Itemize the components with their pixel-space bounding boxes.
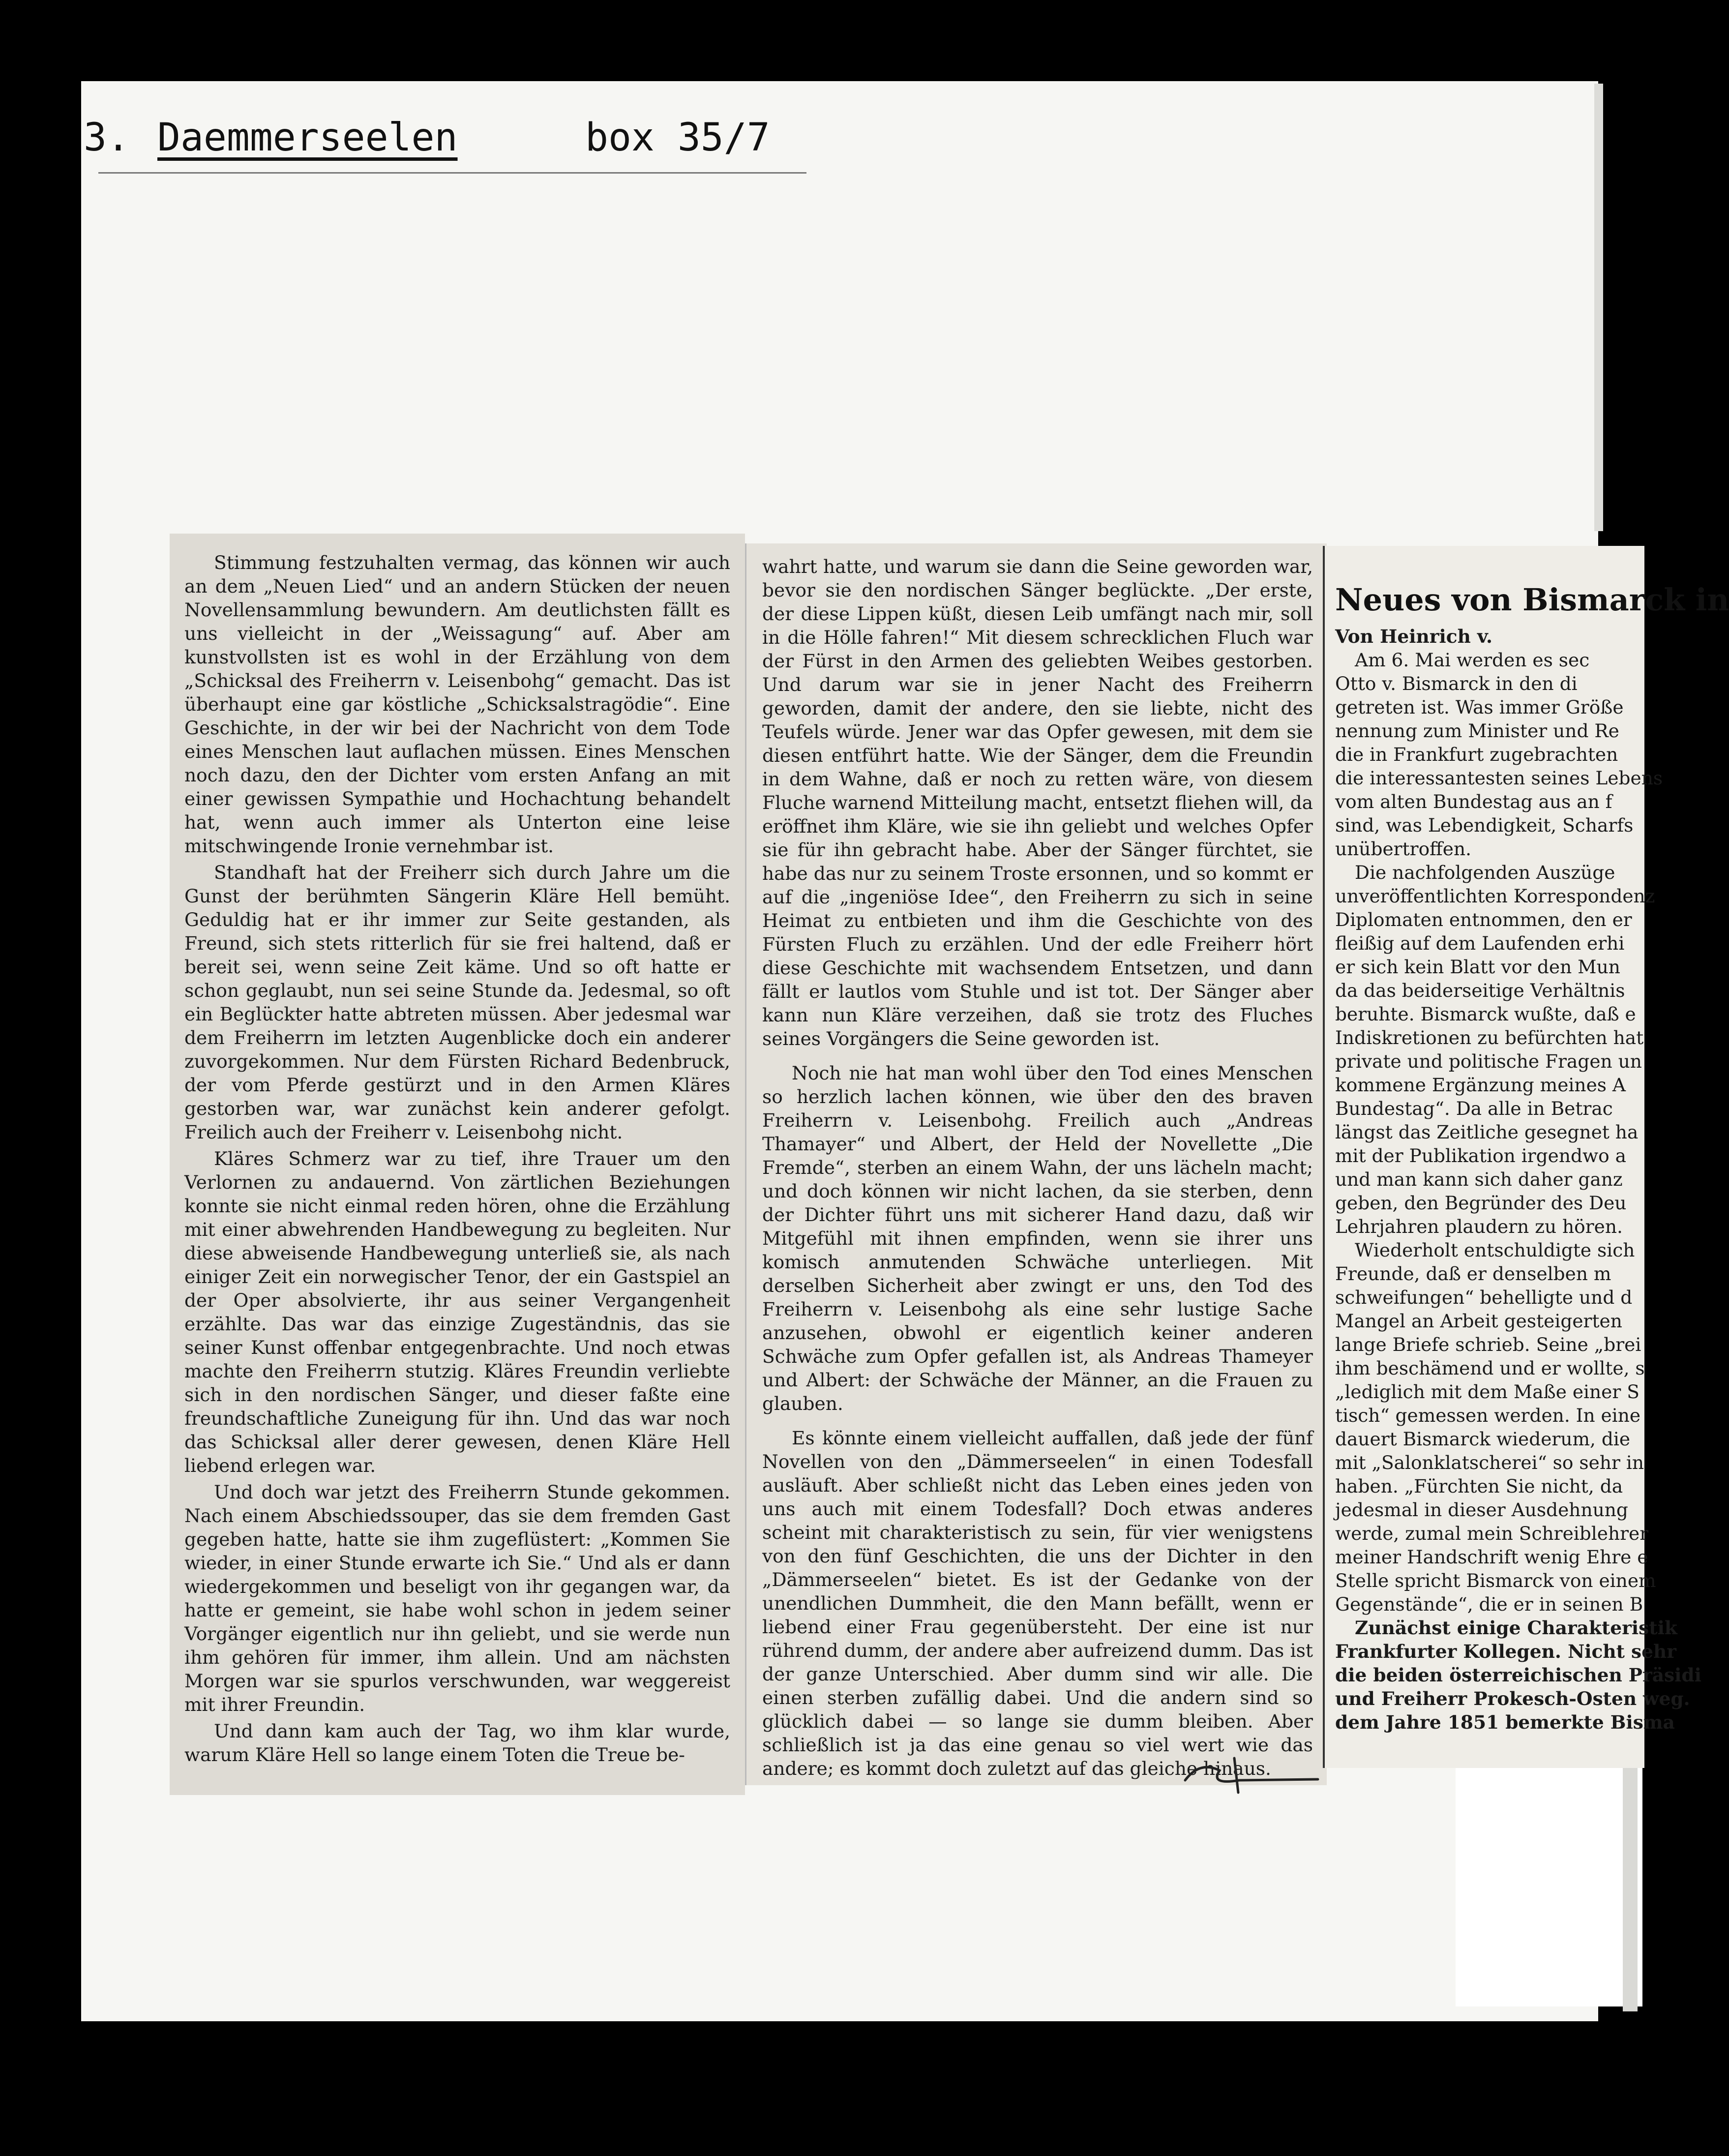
label-number: 3. [84, 116, 130, 160]
text-line: Lehrjahren plaudern zu hören. [1335, 1216, 1623, 1237]
text-line: Am 6. Mai werden es sec [1355, 649, 1590, 671]
text-line: geben, den Begründer des Deu [1335, 1192, 1627, 1214]
text-line: Frankfurter Kollegen. Nicht sehr [1335, 1641, 1676, 1662]
text-line: und man kann sich daher ganz [1335, 1168, 1623, 1190]
article-column-3 [1335, 580, 1729, 1761]
text-line: die in Frankfurt zugebrachten [1335, 744, 1618, 765]
text-line: tisch“ gemessen werden. In eine [1335, 1405, 1641, 1426]
text-line: er sich kein Blatt vor den Mun [1335, 956, 1620, 978]
text-line: Otto v. Bismarck in den di [1335, 673, 1578, 694]
text-line: haben. „Fürchten Sie nicht, da [1335, 1475, 1623, 1497]
text-line: nennung zum Minister und Re [1335, 720, 1619, 742]
text-line: sind, was Lebendigkeit, Scharfs [1335, 814, 1634, 836]
text-line: Gegenstände“, die er in seinen B [1335, 1593, 1643, 1615]
text-line: werde, zumal mein Schreiblehrer [1335, 1523, 1649, 1544]
text-line: beruhte. Bismarck wußte, daß e [1335, 1003, 1636, 1025]
text-line: unveröffentlichten Korrespondenz [1335, 885, 1655, 907]
text-line: da das beiderseitige Verhältnis [1335, 980, 1625, 1001]
article-column-2 [762, 555, 1313, 1779]
label-title: Daemmerseelen [157, 116, 458, 160]
text-line: private und politische Fragen un [1335, 1050, 1642, 1072]
text-line: schweifungen“ behelligte und d [1335, 1287, 1633, 1308]
headline: Neues von Bismarck in [1335, 582, 1729, 618]
paragraph: Noch nie hat man wohl über den Tod eines Menschen so herzlich lachen können, wie über den des braven Freiherrn v. Leisenbohg. Freilich auch „Andreas Thamayer“ und Albert, der Held der Novellette „Die Fremde“, sterben an einem Wahn, der uns lächeln macht; und doch können wir nicht lachen, da sie sterben, denn der Dichter führt uns mit sicherer Hand dazu, daß wir Mitgefühl mit ihnen empfinden, wenn sie ihrer uns komisch anmutenden Schwäche unterliegen. Mit derselben Sicherheit aber zwingt er uns, den Tod des Freiherrn v. Leisenbohg als eine sehr lustige Sache anzusehen, obwohl er eigentlich keiner anderen Schwäche zum Opfer gefallen ist, als Andreas Thameyer und Albert: der Schwäche der Männer, an die Frauen zu glauben. [762, 1062, 1313, 1414]
text-line: fleißig auf dem Laufenden erhi [1335, 932, 1625, 954]
paragraph: Es könnte einem vielleicht auffallen, daß jede der fünf Novellen von den „Dämmerseelen“ in einen Todesfall ausläuft. Aber schließt nicht das Leben eines jeden von uns auch mit einem Todesfall? Doch etwas anderes scheint mit charakteristisch zu sein, für vier wenigstens von den fünf Geschichten, die uns der Dichter in den „Dämmerseelen“ bietet. Es ist der Gedanke von der unendlichen Dummheit, die den Mann befällt, wenn er liebend einer Frau gegenübersteht. Der eine ist nur rührend dumm, der andere aber aufreizend dumm. Das ist der ganze Unterschied. Aber dumm sind wir alle. Die einen sterben zufällig dabei. Und die andern sind so glücklich dabei — so lange sie dumm bleiben. Aber schließlich ist ja das eine genau so viel wert wie das andere; es kommt doch zuletzt auf das gleiche hinaus. [762, 1427, 1313, 1779]
text-line: mit der Publikation irgendwo a [1335, 1145, 1626, 1167]
text-line: Wiederholt entschuldigte sich [1355, 1239, 1635, 1261]
text-line: Diplomaten entnommen, den er [1335, 909, 1632, 930]
text-line: die interessantesten seines Lebens [1335, 767, 1663, 789]
text-line: lange Briefe schrieb. Seine „brei [1335, 1334, 1641, 1355]
paragraph: Stimmung festzuhalten vermag, das können wir auch an dem „Neuen Lied“ und an andern Stücken der neuen Novellensammlung bewundern. Am deutlichsten fällt es uns vielleicht in der „Weissagung“ auf. Aber am kunstvollsten ist es wohl in der Erzählung von dem „Schicksal des Freiherrn v. Leisenbohg“ gemacht. Das ist überhaupt eine gar köstliche „Schicksalstragödie“. Eine Geschichte, in der wir bei der Nachricht von dem Tode eines Menschen laut auflachen müssen. Eines Menschen noch dazu, den der Dichter vom ersten Anfang an mit einer gewissen Sympathie und Hochachtung behandelt hat, wenn auch immer als Unterton eine leise mitschwingende Ironie vernehmbar ist. [184, 552, 730, 857]
pencil-mark [1180, 1751, 1328, 1795]
text-line: Zunächst einige Charakteristik [1355, 1617, 1677, 1639]
text-line: meiner Handschrift wenig Ehre e [1335, 1546, 1648, 1568]
article-column-1 [184, 551, 730, 1790]
column-3-lines [1335, 648, 1701, 1734]
paragraph: Und dann kam auch der Tag, wo ihm klar wurde, warum Kläre Hell so lange einem Toten die Treue be- [184, 1720, 730, 1766]
typed-label [84, 116, 811, 180]
text-line: Mangel an Arbeit gesteigerten [1335, 1310, 1622, 1332]
text-line: vom alten Bundestag aus an f [1335, 791, 1612, 812]
byline: Von Heinrich v. [1335, 626, 1493, 647]
text-line: kommene Ergänzung meines A [1335, 1074, 1626, 1096]
paragraph: Kläres Schmerz war zu tief, ihre Trauer um den Verlornen zu andauernd. Von zärtlichen Beziehungen konnte sie nicht einmal reden hören, ohne die Erzählung mit einer abwehrenden Handbewegung zu begleiten. Nur diese abweisende Handbewegung unterließ sie, als nach einiger Zeit ein norwegischer Tenor, der ein Gastspiel an der Oper absolvierte, ihr aus seiner Vergangenheit erzählte. Das war das einzige Zugeständnis, das sie seiner Kunst offenbar entgegenbrachte. Und noch etwas machte den Freiherrn stutzig. Kläres Freundin verliebte sich in den nordischen Sänger, und dieser faßte eine freundschaftliche Zuneigung für ihn. Und das war noch das Schicksal aller derer gewesen, denen Kläre Hell liebend erlegen war. [184, 1148, 730, 1476]
text-line: mit „Salonklatscherei“ so sehr in [1335, 1452, 1644, 1473]
text-line: Indiskretionen zu befürchten hat [1335, 1027, 1644, 1048]
text-line: Stelle spricht Bismarck von einem [1335, 1570, 1656, 1591]
text-line: dem Jahre 1851 bemerkte Bisma [1335, 1711, 1675, 1733]
text-line: „lediglich mit dem Maße einer S [1335, 1381, 1640, 1403]
text-line: ihm beschämend und er wollte, s [1335, 1357, 1645, 1379]
text-line: Die nachfolgenden Auszüge [1355, 862, 1615, 883]
sheet-edge [1594, 84, 1603, 531]
label-rule [98, 172, 806, 174]
text-line: dauert Bismarck wiederum, die [1335, 1428, 1631, 1450]
text-line: unübertroffen. [1335, 838, 1472, 860]
text-line: jedesmal in dieser Ausdehnung [1335, 1499, 1628, 1521]
text-line: Freunde, daß er denselben m [1335, 1263, 1611, 1285]
text-line: und Freiherr Prokesch-Osten weg. [1335, 1688, 1690, 1709]
paragraph: wahrt hatte, und warum sie dann die Seine geworden war, bevor sie den nordischen Sänger beglückte. „Der erste, der diese Lippen küßt, diesen Leib umfängt nach mir, soll in die Hölle fahren!“ Mit diesem schrecklichen Fluch war der Fürst in den Armen des geliebten Weibes gestorben. Und darum war sie in jener Nacht des Freiherrn geworden, damit der andere, den sie liebte, nicht des Teufels würde. Jener war das Opfer gewesen, mit dem sie diesen entführt hatte. Wie der Sänger, dem die Freundin in dem Wahne, daß er noch zu retten wäre, von diesem Fluche warnend Mitteilung macht, entsetzt fliehen will, da eröffnet ihm Kläre, wie sie ihn geliebt und welches Opfer sie für ihn gebracht habe. Aber der Sänger fürchtet, sie habe das nur zu seinem Troste ersonnen, und so kommt er auf die „ingeniöse Idee“, den Freiherrn zu sich in seine Heimat zu entbieten und ihm die Geschichte von des Fürsten Fluch zu erzählen. Und der edle Freiherr hört diese Geschichte mit wachsendem Entsetzen, und dann fällt er lautlos vom Stuhle und ist tot. Der Sänger aber kann nun Kläre verzeihen, daß sie trotz des Fluches seines Vorgängers die Seine geworden ist. [762, 556, 1313, 1049]
label-box-number: box 35/7 [585, 116, 770, 160]
text-line: die beiden österreichischen Präsidi [1335, 1664, 1701, 1686]
paragraph: Und doch war jetzt des Freiherrn Stunde gekommen. Nach einem Abschiedssouper, das sie dem fremden Gast gegeben hatte, hatte sie ihm zugeflüstert: „Kommen Sie wieder, in einer Stunde erwarte ich Sie.“ Und als er dann wiedergekommen und beseligt von ihr gegangen war, da hatte er gemeint, sie habe wohl schon in jedem seiner Vorgänger eigentlich nur ihn geliebt, und sie werde nun ihm gehören für immer, ihm allein. Und am nächsten Morgen war sie spurlos verschwunden, war weggereist mit ihrer Freundin. [184, 1481, 730, 1715]
text-line: Bundestag“. Da alle in Betrac [1335, 1098, 1613, 1119]
text-line: längst das Zeitliche gesegnet ha [1335, 1121, 1639, 1143]
paragraph: Standhaft hat der Freiherr sich durch Jahre um die Gunst der berühmten Sängerin Kläre Hell bemüht. Geduldig hat er ihr immer zur Seite gestanden, als Freund, sich stets ritterlich für sie frei haltend, daß er bereit sei, wenn seine Zeit käme. Und so oft hatte er schon geglaubt, nun sei seine Stunde da. Jedesmal, so oft ein Beglückter hatte abtreten müssen. Aber jedesmal war dem Freiherrn im letzten Augenblicke doch ein anderer zuvorgekommen. Nur dem Fürsten Richard Bedenbruck, der vom Pferde gestürzt und in den Armen Kläres gestorben war, war zunächst kein anderer gefolgt. Freilich auch der Freiherr v. Leisenbohg nicht. [184, 862, 730, 1143]
text-line: getreten ist. Was immer Größe [1335, 696, 1624, 718]
